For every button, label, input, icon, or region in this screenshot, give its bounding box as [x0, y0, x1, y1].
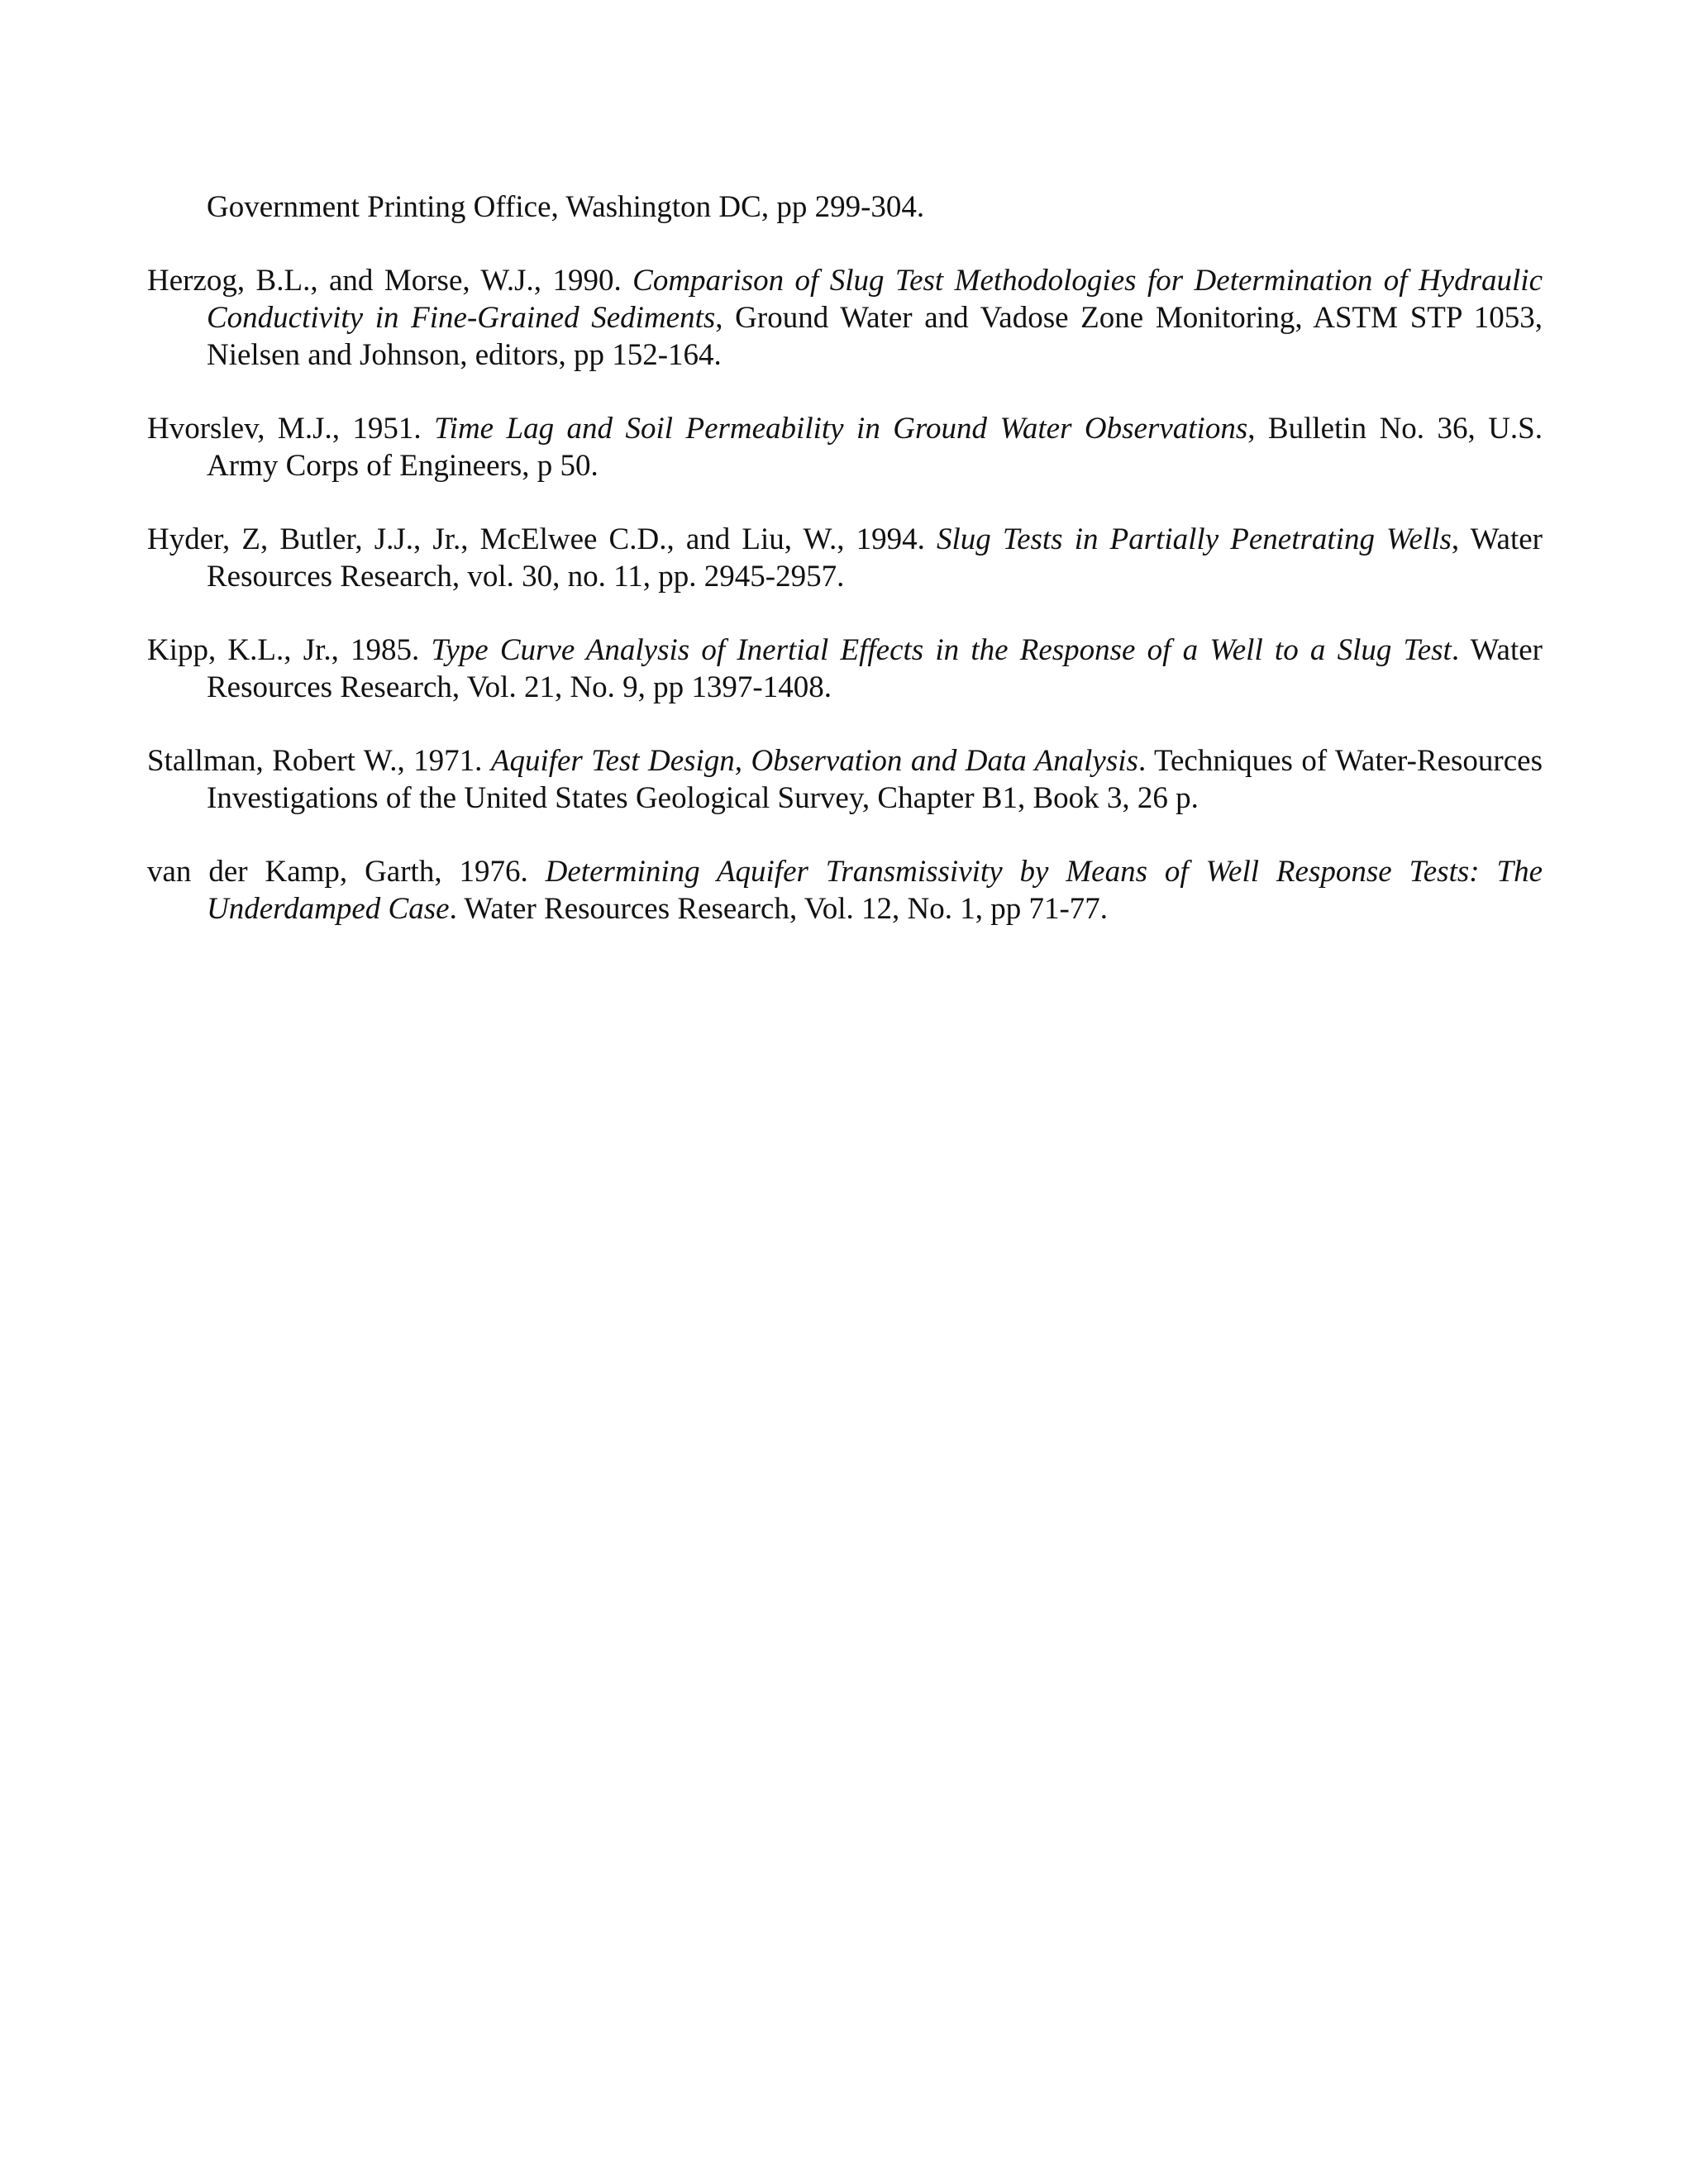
reference-title: Determining Aquifer Transmissivity by Means of Well Response Tests: The Underdamped Case	[207, 855, 1543, 926]
reference-authors: Hyder, Z, Butler, J.J., Jr., McElwee C.D., and Liu, W., 1994.	[147, 522, 937, 556]
reference-source: . Water Resources Research, Vol. 12, No. 1, pp 71-77.	[449, 892, 1109, 926]
reference-title: Comparison of Slug Test Methodologies for Determination of Hydraulic Conductivity in Fine-Grained Sediments	[207, 264, 1543, 335]
reference-title: Time Lag and Soil Permeability in Ground Water Observations	[434, 412, 1248, 446]
reference-authors: van der Kamp, Garth, 1976.	[147, 855, 546, 889]
reference-title: Slug Tests in Partially Penetrating Wells	[936, 522, 1452, 556]
reference-hvorslev-1951	[147, 410, 1543, 484]
reference-title: Aquifer Test Design, Observation and Data Analysis	[490, 744, 1138, 778]
reference-source: . Techniques of Water-Resources Investigations of the United States Geological Survey, Chapter B1, Book 3, 26 p.	[207, 744, 1543, 815]
reference-continuation: Government Printing Office, Washington DC, pp 299-304.	[207, 190, 925, 224]
reference-authors: Hvorslev, M.J., 1951.	[147, 412, 435, 446]
reference-authors: Herzog, B.L., and Morse, W.J., 1990.	[147, 264, 633, 298]
reference-title: Type Curve Analysis of Inertial Effects in the Response of a Well to a Slug Test	[431, 633, 1452, 667]
reference-source: , Water Resources Research, vol. 30, no. 11, pp. 2945-2957.	[207, 522, 1543, 594]
reference-hyder-1994	[147, 521, 1543, 595]
reference-source: . Water Resources Research, Vol. 21, No. 9, pp 1397-1408.	[207, 633, 1543, 704]
reference-authors: Stallman, Robert W., 1971.	[147, 744, 491, 778]
reference-source: , Bulletin No. 36, U.S. Army Corps of Engineers, p 50.	[207, 412, 1543, 483]
reference-stallman-1971	[147, 742, 1543, 817]
reference-list	[147, 188, 1543, 964]
reference-source: , Ground Water and Vadose Zone Monitoring, ASTM STP 1053, Nielsen and Johnson, editors, pp 152-164.	[207, 301, 1543, 372]
reference-herzog-1990	[147, 262, 1543, 374]
reference-kipp-1985	[147, 632, 1543, 706]
reference-authors: Kipp, K.L., Jr., 1985.	[147, 633, 432, 667]
reference-van-der-kamp-1976	[147, 853, 1543, 927]
